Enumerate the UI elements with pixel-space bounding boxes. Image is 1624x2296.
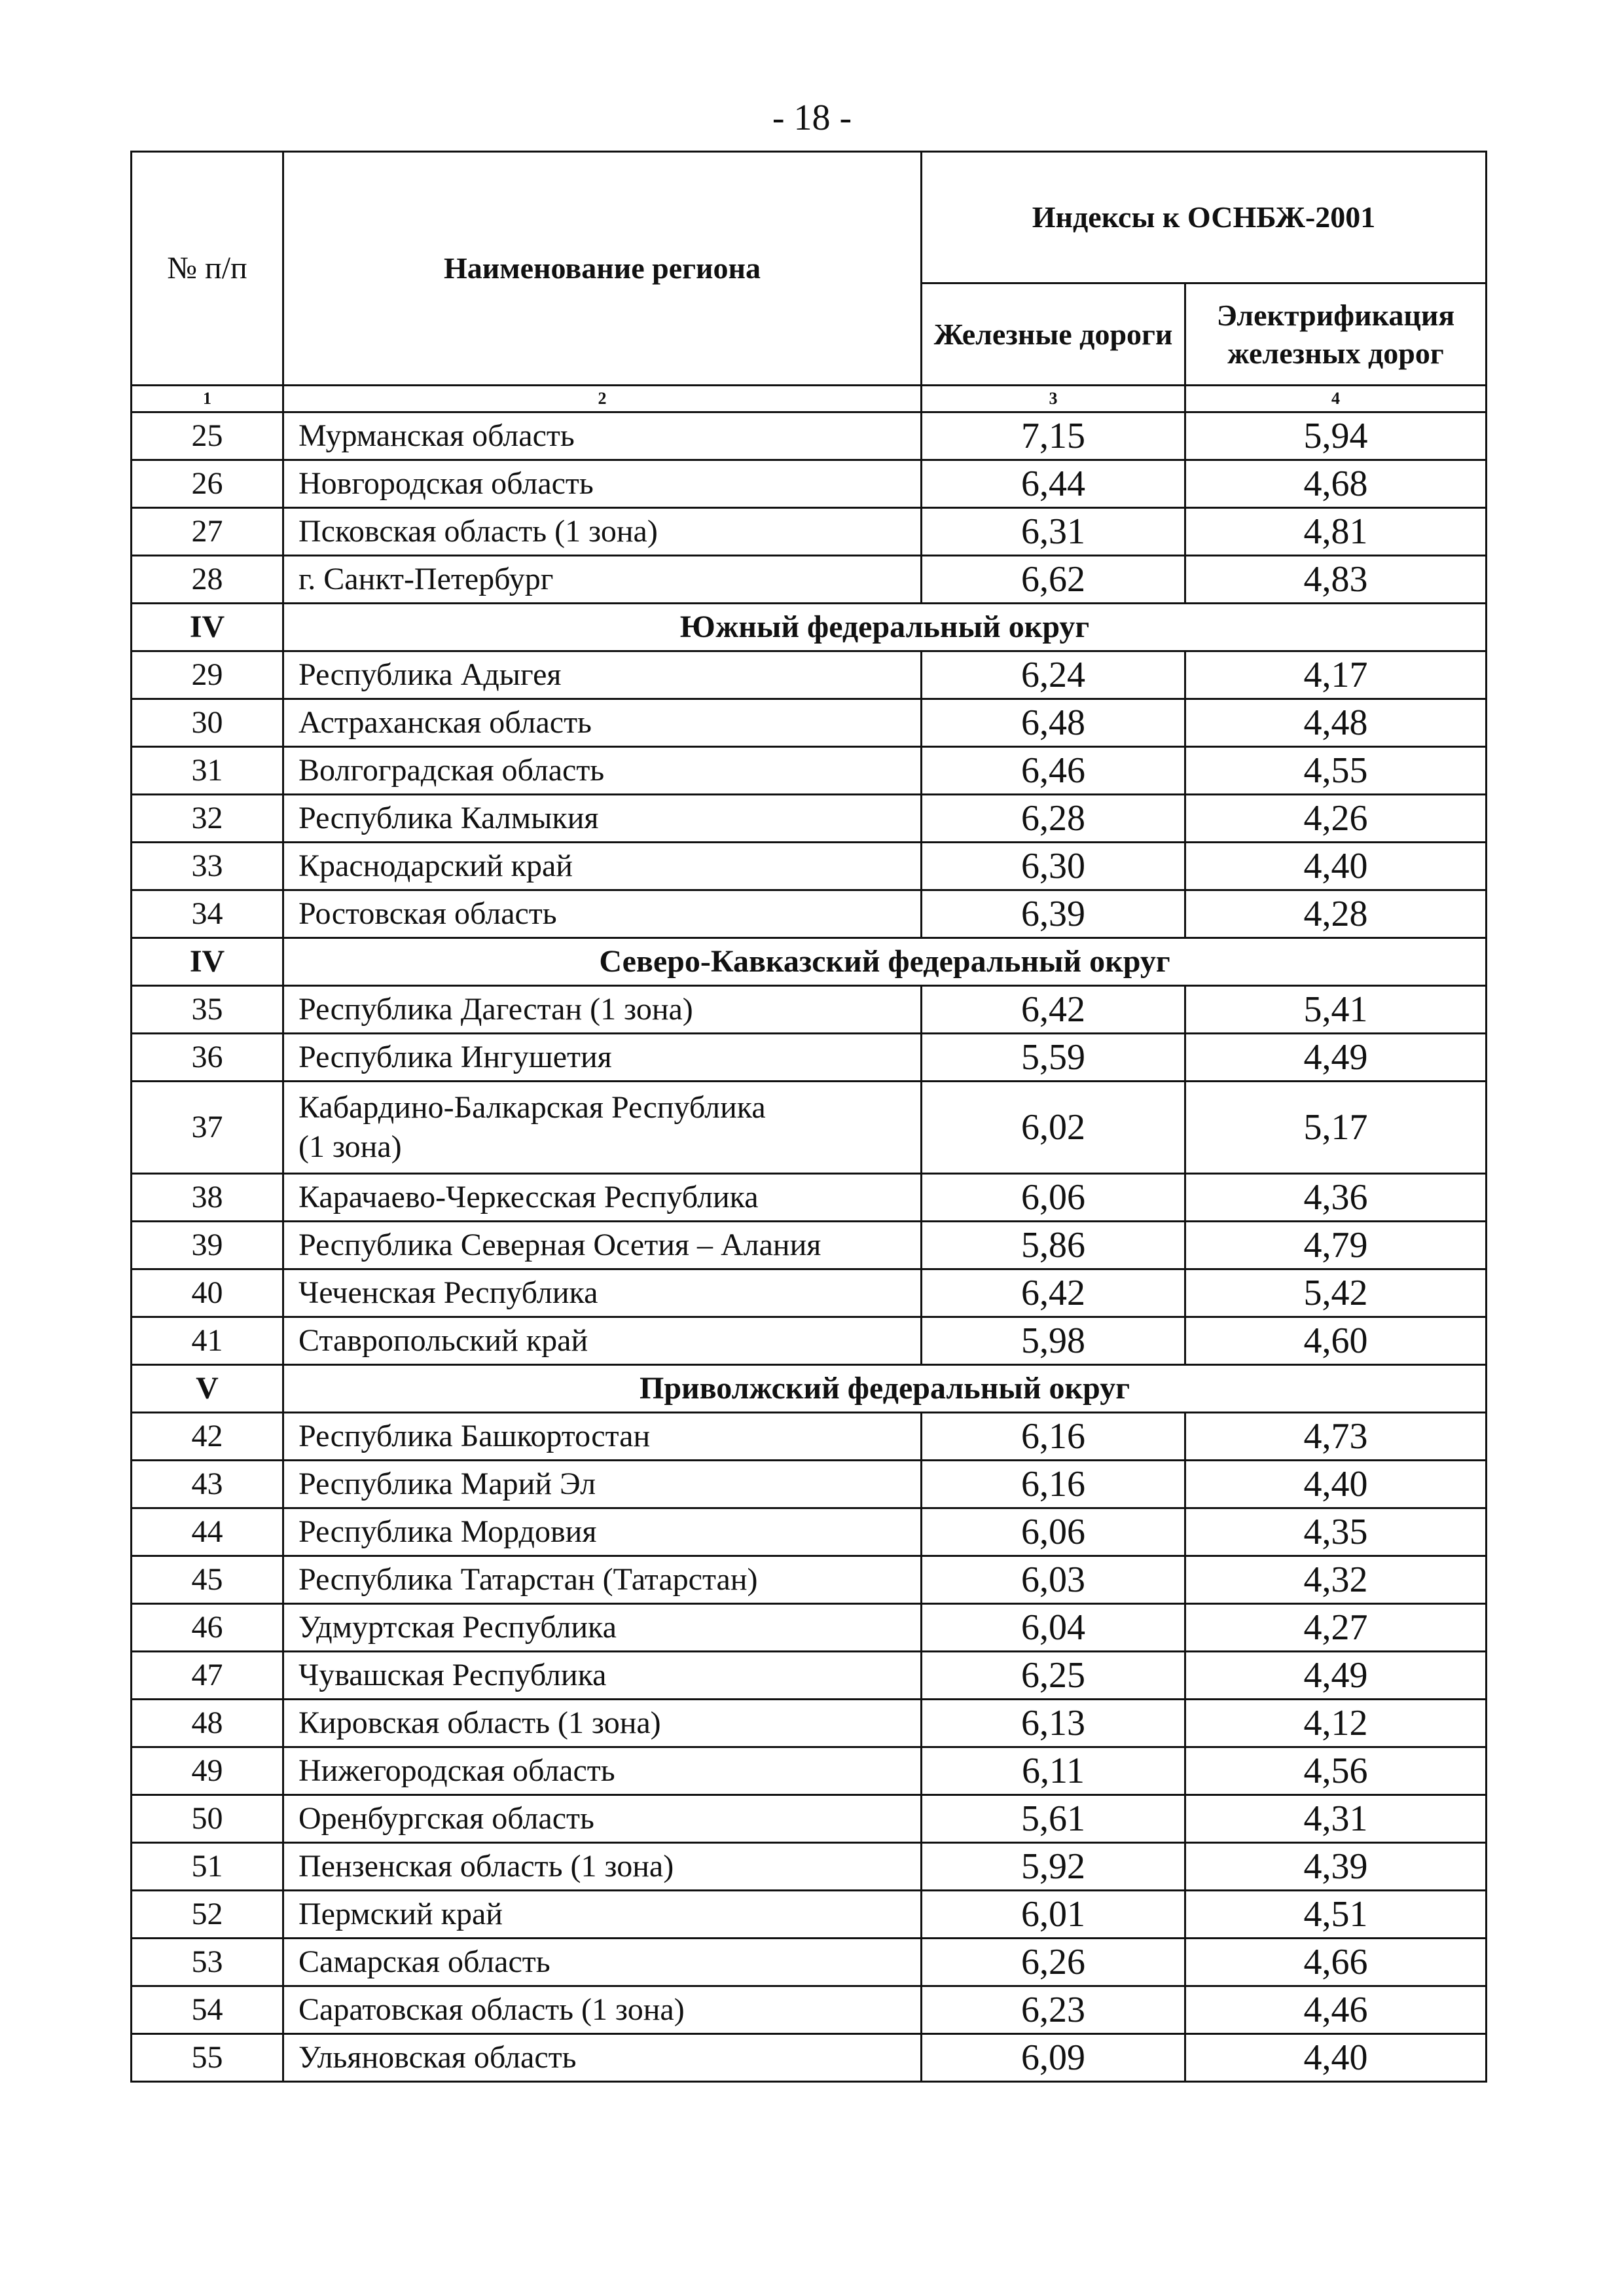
table-row [132,843,1487,890]
table-row [132,1939,1487,1986]
railway-index: 6,04 [922,1604,1185,1652]
row-number: 27 [132,508,283,556]
region-name: Карачаево-Черкесская Республика [283,1174,922,1222]
railway-index: 6,26 [922,1939,1185,1986]
electrification-index: 4,12 [1185,1700,1487,1747]
header-col-number-3: 3 [922,386,1185,412]
row-number: 29 [132,651,283,699]
region-name: Кировская область (1 зона) [283,1700,922,1747]
row-number: 45 [132,1556,283,1604]
electrification-index: 4,28 [1185,890,1487,938]
row-number: 26 [132,460,283,508]
row-number: 40 [132,1269,283,1317]
region-name: Пермский край [283,1891,922,1939]
table-row [132,1652,1487,1700]
table-row [132,1317,1487,1365]
railway-index: 6,13 [922,1700,1185,1747]
table-row [132,1604,1487,1652]
row-number: 47 [132,1652,283,1700]
row-number: 42 [132,1413,283,1461]
electrification-index: 4,17 [1185,651,1487,699]
electrification-index: 4,55 [1185,747,1487,795]
railway-index: 7,15 [922,412,1185,460]
railway-index: 6,31 [922,508,1185,556]
electrification-index: 4,48 [1185,699,1487,747]
section-row [132,604,1487,651]
row-number: 50 [132,1795,283,1843]
railway-index: 6,42 [922,986,1185,1034]
electrification-index: 4,39 [1185,1843,1487,1891]
row-number: 30 [132,699,283,747]
region-name: Саратовская область (1 зона) [283,1986,922,2034]
table-row [132,1413,1487,1461]
railway-index: 6,16 [922,1413,1185,1461]
railway-index: 6,16 [922,1461,1185,1508]
row-number: 55 [132,2034,283,2082]
electrification-index: 4,27 [1185,1604,1487,1652]
railway-index: 5,61 [922,1795,1185,1843]
railway-index: 5,86 [922,1222,1185,1269]
table-row [132,699,1487,747]
region-name: Пензенская область (1 зона) [283,1843,922,1891]
table-row [132,1508,1487,1556]
page-number: - 18 - [772,98,852,138]
table-row [132,1986,1487,2034]
railway-index: 6,09 [922,2034,1185,2082]
table-row [132,1174,1487,1222]
region-name: Республика Ингушетия [283,1034,922,1082]
region-name: Республика Дагестан (1 зона) [283,986,922,1034]
electrification-index: 4,51 [1185,1891,1487,1939]
row-number: 53 [132,1939,283,1986]
electrification-index: 4,32 [1185,1556,1487,1604]
railway-index: 6,06 [922,1508,1185,1556]
row-number: 38 [132,1174,283,1222]
electrification-index: 4,46 [1185,1986,1487,2034]
electrification-index: 4,40 [1185,1461,1487,1508]
electrification-index: 4,56 [1185,1747,1487,1795]
row-number: 25 [132,412,283,460]
electrification-index: 4,66 [1185,1939,1487,1986]
electrification-index: 4,35 [1185,1508,1487,1556]
section-row [132,938,1487,986]
header-col-number-2: 2 [283,386,922,412]
region-name: Ставропольский край [283,1317,922,1365]
row-number: 35 [132,986,283,1034]
table-row [132,1747,1487,1795]
table-row [132,412,1487,460]
section-number: IV [132,604,283,651]
railway-index: 6,02 [922,1082,1185,1174]
table-row [132,508,1487,556]
region-name: Нижегородская область [283,1747,922,1795]
header-col-number-1: 1 [132,386,283,412]
table-row [132,1843,1487,1891]
table-row [132,1795,1487,1843]
railway-index: 6,44 [922,460,1185,508]
header-railways: Железные дороги [922,283,1185,386]
section-row [132,1365,1487,1413]
table-row [132,1082,1487,1174]
table-row [132,556,1487,604]
row-number: 43 [132,1461,283,1508]
region-name: Республика Северная Осетия – Алания [283,1222,922,1269]
region-name: Астраханская область [283,699,922,747]
region-name: Республика Башкортостан [283,1413,922,1461]
section-title: Южный федеральный округ [283,604,1487,651]
region-name: Волгоградская область [283,747,922,795]
table-row [132,1891,1487,1939]
table-row [132,1222,1487,1269]
electrification-index: 4,83 [1185,556,1487,604]
row-number: 31 [132,747,283,795]
region-name: Ростовская область [283,890,922,938]
row-number: 34 [132,890,283,938]
electrification-index: 4,68 [1185,460,1487,508]
region-name: г. Санкт-Петербург [283,556,922,604]
railway-index: 6,30 [922,843,1185,890]
row-number: 39 [132,1222,283,1269]
header-num: № п/п [132,152,283,386]
electrification-index: 4,31 [1185,1795,1487,1843]
row-number: 32 [132,795,283,843]
section-number: IV [132,938,283,986]
table-row [132,2034,1487,2082]
table-row [132,1700,1487,1747]
table-row [132,747,1487,795]
table-row [132,1461,1487,1508]
header-col-number-4: 4 [1185,386,1487,412]
region-name: Самарская область [283,1939,922,1986]
electrification-index: 4,40 [1185,843,1487,890]
electrification-index: 4,49 [1185,1652,1487,1700]
railway-index: 6,62 [922,556,1185,604]
row-number: 49 [132,1747,283,1795]
header-region-name: Наименование региона [283,152,922,386]
region-name: Республика Татарстан (Татарстан) [283,1556,922,1604]
section-title: Северо-Кавказский федеральный округ [283,938,1487,986]
region-name: Чеченская Республика [283,1269,922,1317]
row-number: 48 [132,1700,283,1747]
railway-index: 6,46 [922,747,1185,795]
electrification-index: 5,41 [1185,986,1487,1034]
row-number: 37 [132,1082,283,1174]
region-name: Республика Адыгея [283,651,922,699]
row-number: 33 [132,843,283,890]
railway-index: 6,01 [922,1891,1185,1939]
header-index-group: Индексы к ОСНБЖ-2001 [922,152,1487,283]
row-number: 36 [132,1034,283,1082]
region-name: Псковская область (1 зона) [283,508,922,556]
railway-index: 5,98 [922,1317,1185,1365]
table-row [132,890,1487,938]
row-number: 54 [132,1986,283,2034]
railway-index: 5,59 [922,1034,1185,1082]
region-name: Оренбургская область [283,1795,922,1843]
region-name: Республика Калмыкия [283,795,922,843]
table-row [132,1034,1487,1082]
region-name: Мурманская область [283,412,922,460]
table-row [132,1269,1487,1317]
row-number: 41 [132,1317,283,1365]
electrification-index: 4,60 [1185,1317,1487,1365]
electrification-index: 5,17 [1185,1082,1487,1174]
regions-table [130,151,1487,2083]
railway-index: 6,11 [922,1747,1185,1795]
region-name: Республика Марий Эл [283,1461,922,1508]
electrification-index: 4,40 [1185,2034,1487,2082]
electrification-index: 4,26 [1185,795,1487,843]
railway-index: 5,92 [922,1843,1185,1891]
railway-index: 6,24 [922,651,1185,699]
table-row [132,1556,1487,1604]
row-number: 46 [132,1604,283,1652]
railway-index: 6,39 [922,890,1185,938]
electrification-index: 4,49 [1185,1034,1487,1082]
electrification-index: 4,73 [1185,1413,1487,1461]
row-number: 52 [132,1891,283,1939]
railway-index: 6,48 [922,699,1185,747]
region-name: Ульяновская область [283,2034,922,2082]
railway-index: 6,03 [922,1556,1185,1604]
region-name: Чувашская Республика [283,1652,922,1700]
electrification-index: 4,79 [1185,1222,1487,1269]
row-number: 51 [132,1843,283,1891]
electrification-index: 5,94 [1185,412,1487,460]
region-name: Краснодарский край [283,843,922,890]
railway-index: 6,42 [922,1269,1185,1317]
region-name: Кабардино-Балкарская Республика (1 зона) [283,1082,922,1174]
table-row [132,460,1487,508]
section-title: Приволжский федеральный округ [283,1365,1487,1413]
header-electrification: Электрификация железных дорог [1185,283,1487,386]
row-number: 44 [132,1508,283,1556]
table-row [132,986,1487,1034]
railway-index: 6,06 [922,1174,1185,1222]
region-name: Новгородская область [283,460,922,508]
railway-index: 6,28 [922,795,1185,843]
row-number: 28 [132,556,283,604]
railway-index: 6,25 [922,1652,1185,1700]
table-row [132,651,1487,699]
electrification-index: 4,36 [1185,1174,1487,1222]
table-row [132,795,1487,843]
region-name: Удмуртская Республика [283,1604,922,1652]
region-name: Республика Мордовия [283,1508,922,1556]
section-number: V [132,1365,283,1413]
electrification-index: 4,81 [1185,508,1487,556]
electrification-index: 5,42 [1185,1269,1487,1317]
railway-index: 6,23 [922,1986,1185,2034]
